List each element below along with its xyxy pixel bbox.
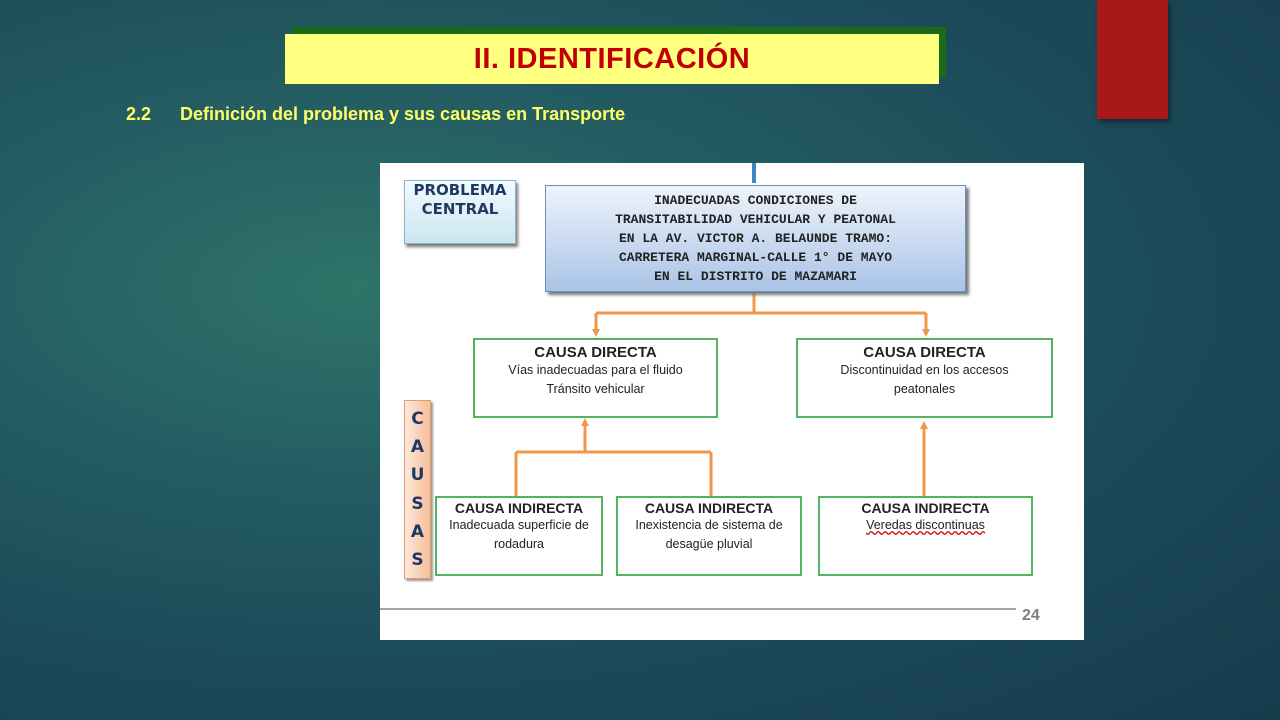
red-accent-tab bbox=[1097, 0, 1168, 119]
direct-cause-text: Vías inadecuadas para el fluido bbox=[508, 363, 683, 377]
indirect-cause-text-underlined: Veredas discontinuas bbox=[866, 518, 985, 532]
causas-vertical-label bbox=[404, 400, 431, 579]
causas-letter: S bbox=[411, 493, 424, 514]
indirect-cause-heading: CAUSA INDIRECTA bbox=[861, 500, 990, 516]
causas-letter: C bbox=[411, 409, 424, 430]
indirect-cause-box-2 bbox=[616, 496, 802, 576]
indirect-cause-text: rodadura bbox=[493, 537, 545, 551]
slide-title: II. IDENTIFICACIÓN bbox=[473, 42, 751, 75]
direct-cause-heading: CAUSA DIRECTA bbox=[863, 344, 986, 361]
direct-cause-text: Discontinuidad en los accesos bbox=[840, 363, 1009, 377]
subtitle-text: Definición del problema y sus causas en Transporte bbox=[180, 104, 626, 124]
indirect-cause-box-3 bbox=[818, 496, 1033, 576]
problema-central-label bbox=[404, 180, 516, 244]
indirect-cause-text: Inexistencia de sistema de bbox=[635, 518, 783, 532]
central-problem-line: EN LA AV. VICTOR A. BELAUNDE TRAMO: bbox=[618, 231, 893, 246]
causas-letter: A bbox=[410, 521, 425, 542]
indirect-cause-box-1 bbox=[435, 496, 603, 576]
direct-cause-text: peatonales bbox=[893, 382, 956, 396]
subtitle-number: 2.2 bbox=[126, 104, 152, 124]
causas-letter: A bbox=[410, 437, 425, 458]
central-problem-line: CARRETERA MARGINAL-CALLE 1° DE MAYO bbox=[618, 250, 893, 265]
indirect-cause-heading: CAUSA INDIRECTA bbox=[454, 500, 584, 516]
indirect-cause-text: desagüe pluvial bbox=[665, 537, 753, 551]
indirect-cause-text: Inadecuada superficie de bbox=[449, 518, 589, 532]
central-problem-line: INADECUADAS CONDICIONES DE bbox=[654, 193, 857, 208]
central-problem-box bbox=[545, 185, 966, 292]
title-banner bbox=[285, 34, 939, 84]
direct-cause-box-2 bbox=[796, 338, 1053, 418]
problema-label-line-1: PROBLEMA bbox=[413, 181, 507, 199]
problema-label-line-2: CENTRAL bbox=[421, 200, 499, 218]
direct-cause-box-1 bbox=[473, 338, 718, 418]
direct-cause-heading: CAUSA DIRECTA bbox=[534, 344, 657, 361]
direct-cause-text: Tránsito vehicular bbox=[546, 382, 645, 396]
central-problem-line: TRANSITABILIDAD VEHICULAR Y PEATONAL bbox=[615, 212, 896, 227]
causas-letter: S bbox=[411, 549, 424, 570]
slide-subtitle bbox=[126, 104, 625, 125]
indirect-cause-heading: CAUSA INDIRECTA bbox=[644, 500, 774, 516]
problem-tree-diagram bbox=[380, 163, 1084, 640]
causas-letter: U bbox=[410, 465, 425, 486]
indirect-cause-text bbox=[820, 516, 1031, 535]
central-problem-line: EN EL DISTRITO DE MAZAMARI bbox=[654, 269, 857, 284]
page-number: 24 bbox=[1022, 607, 1040, 624]
